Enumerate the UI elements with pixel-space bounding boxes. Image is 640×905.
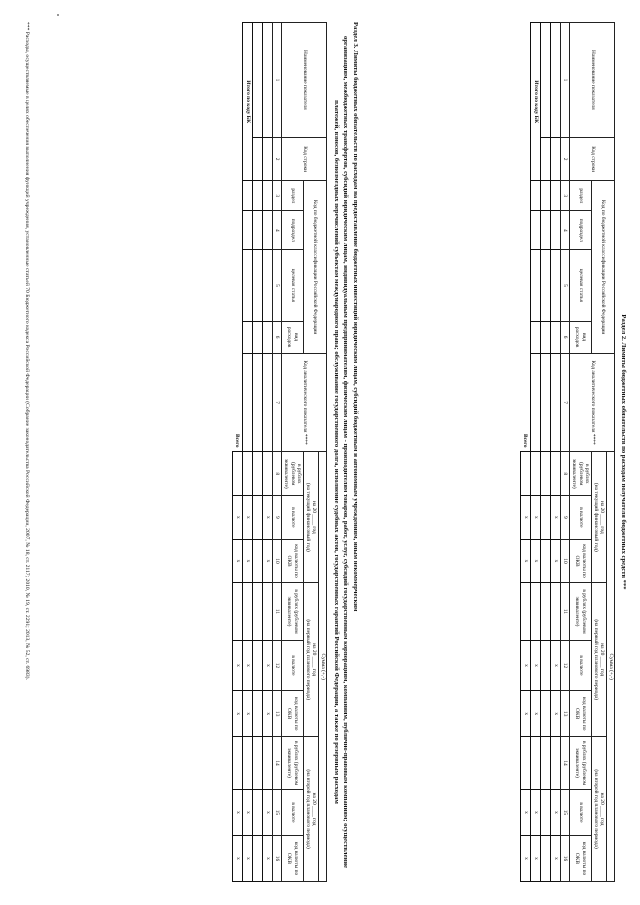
hdr-year-3: на 20 ____ год (на второй год планового периода) bbox=[591, 737, 606, 882]
hdr-sum: Сумма (+,-) bbox=[318, 452, 327, 882]
vsego-row: Всего x x x x x x bbox=[520, 23, 530, 882]
column-numbers: 1 2 3 4 5 6 7 8 9 10 11 12 13 14 15 16 bbox=[560, 23, 569, 882]
hdr-kbk: Код по бюджетной классификации Российской Федерации bbox=[591, 181, 615, 353]
hdr-kind: вид расходов bbox=[281, 321, 303, 353]
hdr-kbk: Код по бюджетной классификации Российской Федерации bbox=[303, 181, 327, 353]
hdr-year-2: на 20 ____ год (на первый год планового периода) bbox=[591, 583, 606, 737]
hdr-val-2: в валюте bbox=[569, 640, 591, 691]
hdr-razdel: раздел bbox=[569, 181, 591, 211]
hdr-code: Код строки bbox=[569, 137, 615, 181]
table-row bbox=[252, 23, 262, 882]
vsego-label: Всего bbox=[522, 433, 529, 448]
hdr-kind: вид расходов bbox=[569, 321, 591, 353]
hdr-val-3: в валюте bbox=[281, 789, 303, 835]
hdr-rub-3: в рублях (рублевом эквиваленте) bbox=[569, 737, 591, 790]
hdr-rub-1: в рублях (рублевом эквиваленте) bbox=[281, 452, 303, 496]
vsego-row: Всего x x x x x x bbox=[232, 23, 242, 882]
hdr-okv-3: код валюты по ОКВ bbox=[569, 835, 591, 881]
hdr-analytic: Код аналитического показателя **** bbox=[569, 353, 615, 452]
hdr-name: Наименование показателя bbox=[281, 23, 327, 138]
hdr-target: целевая статья bbox=[281, 250, 303, 321]
hdr-val-1: в валюте bbox=[569, 496, 591, 540]
hdr-podrazdel: подраздел bbox=[569, 211, 591, 250]
itogo-row: Итого по коду БК x x x x x x bbox=[530, 23, 540, 882]
hdr-podrazdel: подраздел bbox=[281, 211, 303, 250]
hdr-rub-1: в рублях (рублевом эквиваленте) bbox=[569, 452, 591, 496]
hdr-year-2: на 20 ____ год (на первый год планового периода) bbox=[303, 583, 318, 737]
table-row: x x x x x x bbox=[262, 23, 272, 882]
hdr-val-2: в валюте bbox=[281, 640, 303, 691]
column-numbers: 1 2 3 4 5 6 7 8 9 10 11 12 13 14 15 16 bbox=[272, 23, 281, 882]
hdr-okv-1: код валюты по ОКВ bbox=[569, 539, 591, 583]
hdr-analytic: Код аналитического показателя **** bbox=[281, 353, 327, 452]
itogo-row: Итого по коду БК x x x x x x bbox=[242, 23, 252, 882]
section-3-table bbox=[232, 22, 328, 882]
hdr-year-1: на 20 ____ год (на текущий финансовый год) bbox=[591, 452, 606, 583]
section-2-table bbox=[520, 22, 616, 882]
hdr-rub-2: в рублях (рублевом эквиваленте) bbox=[281, 583, 303, 640]
hdr-year-1: на 20 ____ год (на текущий финансовый год) bbox=[303, 452, 318, 583]
section-3-title: Раздел 3. Лимиты бюджетных обязательств по расходам на предоставление бюджетных инвестиций юридическим лицам, субсидий бюджетным и автономным учреждениям, иным некоммерческим организациям, межбюджетных трансфертов, субсидий юридическим лицам, индивидуальным предпринимателям, физическим лицам - производителям товаров, работ, услуг, субсидий государственным корпорациям, компаниям, публично-правовым компаниям; осуществление платежей, взносов, безвозмездных перечислений субъектам международного права; обслуживание государственного долга, исполнение судебных актов, государственных гарантий Российской Федерации, а также по резервным расходам bbox=[333, 22, 359, 868]
hdr-year-3: на 20 ____ год (на второй год планового периода) bbox=[303, 737, 318, 882]
hdr-val-3: в валюте bbox=[569, 789, 591, 835]
vsego-label: Всего bbox=[234, 433, 241, 448]
hdr-name: Наименование показателя bbox=[569, 23, 615, 138]
section-3 bbox=[232, 22, 360, 882]
hdr-sum: Сумма (+,-) bbox=[606, 452, 615, 882]
itogo-label: Итого по коду БК bbox=[530, 23, 540, 181]
hdr-target: целевая статья bbox=[569, 250, 591, 321]
hdr-okv-3: код валюты по ОКВ bbox=[281, 835, 303, 881]
hdr-code: Код строки bbox=[281, 137, 327, 181]
footnote: *** Расходы, осуществляемые в целях обеспечения выполнения функций учреждения, установленные статьей 70 Бюджетного кодекса Российской Федерации (Собрание законодательства Российской Федерации, 2007, № 18, ст. 2117; 2010, № 19, ст. 2291; 2013, № 52, ст. 6983). bbox=[24, 22, 30, 680]
hdr-okv-2: код валюты по ОКВ bbox=[281, 691, 303, 737]
table-row: x x x x x x bbox=[550, 23, 560, 882]
section-2-title: Раздел 2. Лимиты бюджетных обязательств по расходам получателя бюджетных средств *** bbox=[620, 314, 627, 590]
section-2 bbox=[520, 22, 628, 882]
hdr-val-1: в валюте bbox=[281, 496, 303, 540]
itogo-label: Итого по коду БК bbox=[242, 23, 252, 181]
hdr-razdel: раздел bbox=[281, 181, 303, 211]
hdr-rub-2: в рублях (рублевом эквиваленте) bbox=[569, 583, 591, 640]
table-row bbox=[540, 23, 550, 882]
hdr-okv-1: код валюты по ОКВ bbox=[281, 539, 303, 583]
hdr-rub-3: в рублях (рублевом эквиваленте) bbox=[281, 737, 303, 790]
hdr-okv-2: код валюты по ОКВ bbox=[569, 691, 591, 737]
